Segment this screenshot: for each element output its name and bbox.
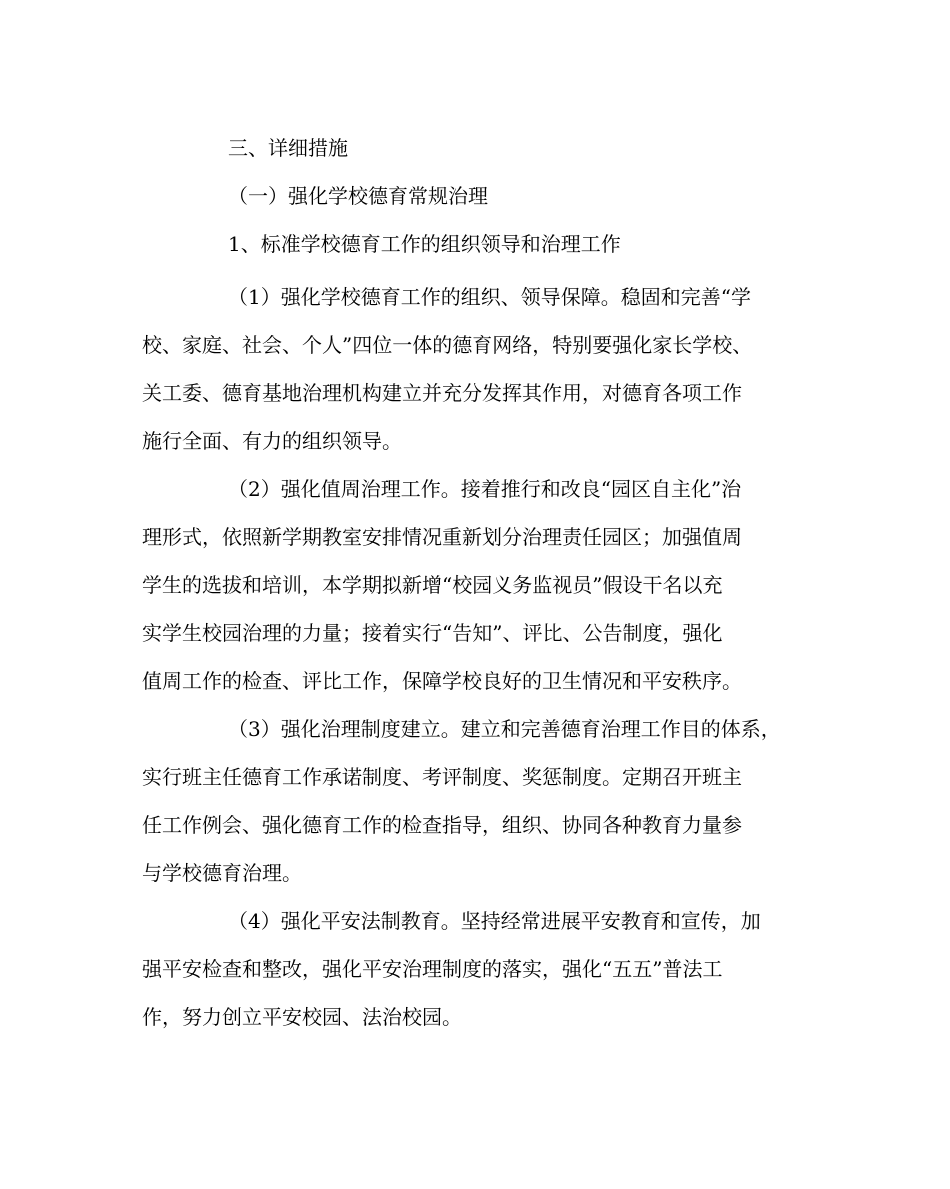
paragraph-line: （1）强化学校德育工作的组织、领导保障。稳固和完善“学 bbox=[228, 285, 751, 309]
paragraph-line: （3）强化治理制度建立。建立和完善德育治理工作目的体系， bbox=[228, 717, 781, 741]
item-heading: 1、标准学校德育工作的组织领导和治理工作 bbox=[228, 232, 621, 256]
paragraph-line: 任工作例会、强化德育工作的检查指导，组织、协同各种教育力量参 bbox=[142, 813, 742, 837]
paragraph-line: 作，努力创立平安校园、法治校园。 bbox=[142, 1005, 462, 1029]
paragraph-line: 校、家庭、社会、个人”四位一体的德育网络，特别要强化家长学校、 bbox=[142, 333, 753, 357]
paragraph-line: 与学校德育治理。 bbox=[142, 861, 302, 885]
paragraph-line: （4）强化平安法制教育。坚持经常进展平安教育和宣传，加 bbox=[228, 909, 761, 933]
paragraph-line: 关工委、德育基地治理机构建立并充分发挥其作用，对德育各项工作 bbox=[142, 381, 742, 405]
paragraph-line: 学生的选拔和培训，本学期拟新增“校园义务监视员”假设干名以充 bbox=[142, 573, 723, 597]
paragraph-line: 实学生校园治理的力量；接着实行“告知”、评比、公告制度，强化 bbox=[142, 621, 723, 645]
paragraph-line: （2）强化值周治理工作。接着推行和改良“园区自主化”治 bbox=[228, 477, 742, 501]
section-heading: 三、详细措施 bbox=[228, 136, 348, 160]
paragraph-line: 值周工作的检查、评比工作，保障学校良好的卫生情况和平安秩序。 bbox=[142, 669, 742, 693]
paragraph-line: 理形式，依照新学期教室安排情况重新划分治理责任园区；加强值周 bbox=[142, 525, 742, 549]
subsection-heading: （一）强化学校德育常规治理 bbox=[228, 184, 488, 208]
paragraph-line: 强平安检查和整改，强化平安治理制度的落实，强化“五五”普法工 bbox=[142, 957, 723, 981]
paragraph-line: 施行全面、有力的组织领导。 bbox=[142, 429, 402, 453]
paragraph-line: 实行班主任德育工作承诺制度、考评制度、奖惩制度。定期召开班主 bbox=[142, 765, 742, 789]
